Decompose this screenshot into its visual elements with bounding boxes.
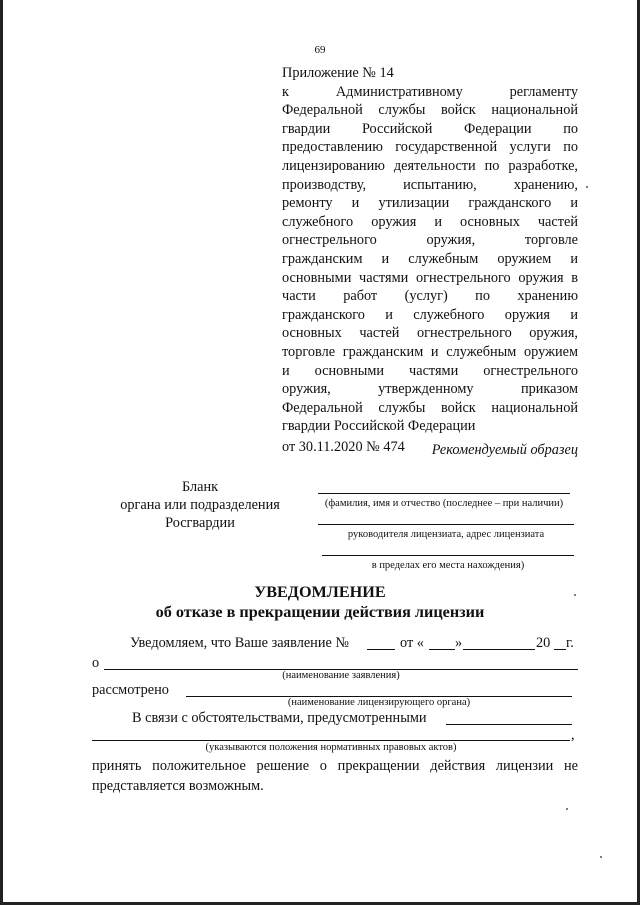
application-year-field[interactable]: [554, 635, 566, 650]
application-day-field[interactable]: [429, 635, 455, 650]
notify-prefix: Уведомляем, что Ваше заявление №: [130, 635, 350, 651]
appendix-line: Приложение № 14: [282, 65, 394, 81]
title-line-2: об отказе в прекращении действия лицензии: [155, 603, 485, 621]
scan-speck: [586, 186, 588, 188]
closing-line-1: принять положительное решение о прекращении действия лицензии не: [92, 758, 578, 774]
addressee-caption-3: в пределах его места нахождения): [371, 560, 525, 571]
appendix-line: оружия, утвержденному приказом: [282, 381, 578, 398]
appendix-line: Федеральной службы войск национальной: [282, 102, 578, 119]
title-line-1: УВЕДОМЛЕНИЕ: [254, 583, 386, 601]
appendix-line: предоставлению государственной услуги по: [282, 139, 578, 156]
licensing-authority-field[interactable]: [186, 682, 572, 697]
scan-edge-left: [0, 0, 3, 905]
addressee-line-1[interactable]: [318, 493, 570, 494]
document-title: [0, 582, 640, 622]
appendix-line: к Административному регламенту: [282, 83, 578, 100]
application-name-field[interactable]: [104, 655, 578, 670]
notify-year-prefix: 20: [536, 635, 551, 651]
scan-speck: [600, 856, 602, 858]
appendix-line: производству, испытанию, хранению,: [282, 176, 578, 193]
application-number-field[interactable]: [367, 635, 395, 650]
notify-from: от «: [400, 635, 424, 651]
about-caption: (наименование заявления): [282, 670, 400, 681]
closing-paragraph: [92, 756, 578, 796]
blank-line: Бланк: [181, 479, 219, 495]
circumstances-field-2[interactable]: [92, 726, 570, 741]
appendix-line: гвардии Российской Федерации: [282, 418, 476, 435]
scan-speck: [574, 594, 576, 596]
circumstances-field-1[interactable]: [446, 710, 572, 725]
appendix-line: лицензированию деятельности по разработке,: [282, 157, 578, 174]
notify-year-suffix: г.: [566, 635, 574, 651]
about-prefix: о: [92, 655, 100, 671]
circumstances-caption: (указываются положения нормативных правовых актов): [205, 742, 457, 753]
application-month-field[interactable]: [463, 635, 535, 650]
closing-line-2: представляется возможным.: [92, 778, 264, 794]
circumstances-comma: ,: [571, 727, 575, 743]
page-number: 69: [314, 44, 326, 56]
sample-label: Рекомендуемый образец: [431, 442, 578, 458]
addressee-caption-1: (фамилия, имя и отчество (последнее – при наличии): [324, 498, 564, 509]
appendix-line: гражданского и служебного оружия и: [282, 306, 578, 323]
appendix-line: основными частями огнестрельного оружия в: [282, 269, 578, 286]
appendix-line: и основными частями огнестрельного: [282, 362, 578, 379]
appendix-block: [282, 64, 578, 456]
appendix-line: гвардии Российской Федерации по: [282, 120, 578, 137]
reviewed-prefix: рассмотрено: [92, 682, 169, 698]
blank-line: Росгвардии: [165, 515, 235, 531]
appendix-line: Федеральной службы войск национальной: [282, 399, 578, 416]
notify-quote-close: »: [455, 635, 463, 651]
addressee-line-2[interactable]: [318, 524, 574, 525]
circumstances-text: В связи с обстоятельствами, предусмотренными: [132, 710, 427, 726]
addressee-caption-2: руководителя лицензиата, адрес лицензиата: [347, 529, 545, 540]
blank-block: [108, 478, 292, 532]
order-date-line: от 30.11.2020 № 474: [282, 438, 405, 455]
appendix-line: ремонту и утилизации гражданского и: [282, 195, 578, 212]
appendix-line: огнестрельного оружия, торговле: [282, 232, 578, 249]
appendix-line: гражданским и служебным оружием и: [282, 250, 578, 267]
blank-line: органа или подразделения: [120, 497, 280, 513]
reviewed-caption: (наименование лицензирующего органа): [287, 697, 471, 708]
addressee-line-3[interactable]: [322, 555, 574, 556]
appendix-line: торговле гражданским и служебным оружием: [282, 343, 578, 360]
scan-speck: [566, 808, 568, 810]
appendix-line: служебного оружия и основных частей: [282, 213, 578, 230]
appendix-line: основных частей огнестрельного оружия,: [282, 325, 578, 342]
appendix-line: части работ (услуг) по хранению: [282, 288, 578, 305]
